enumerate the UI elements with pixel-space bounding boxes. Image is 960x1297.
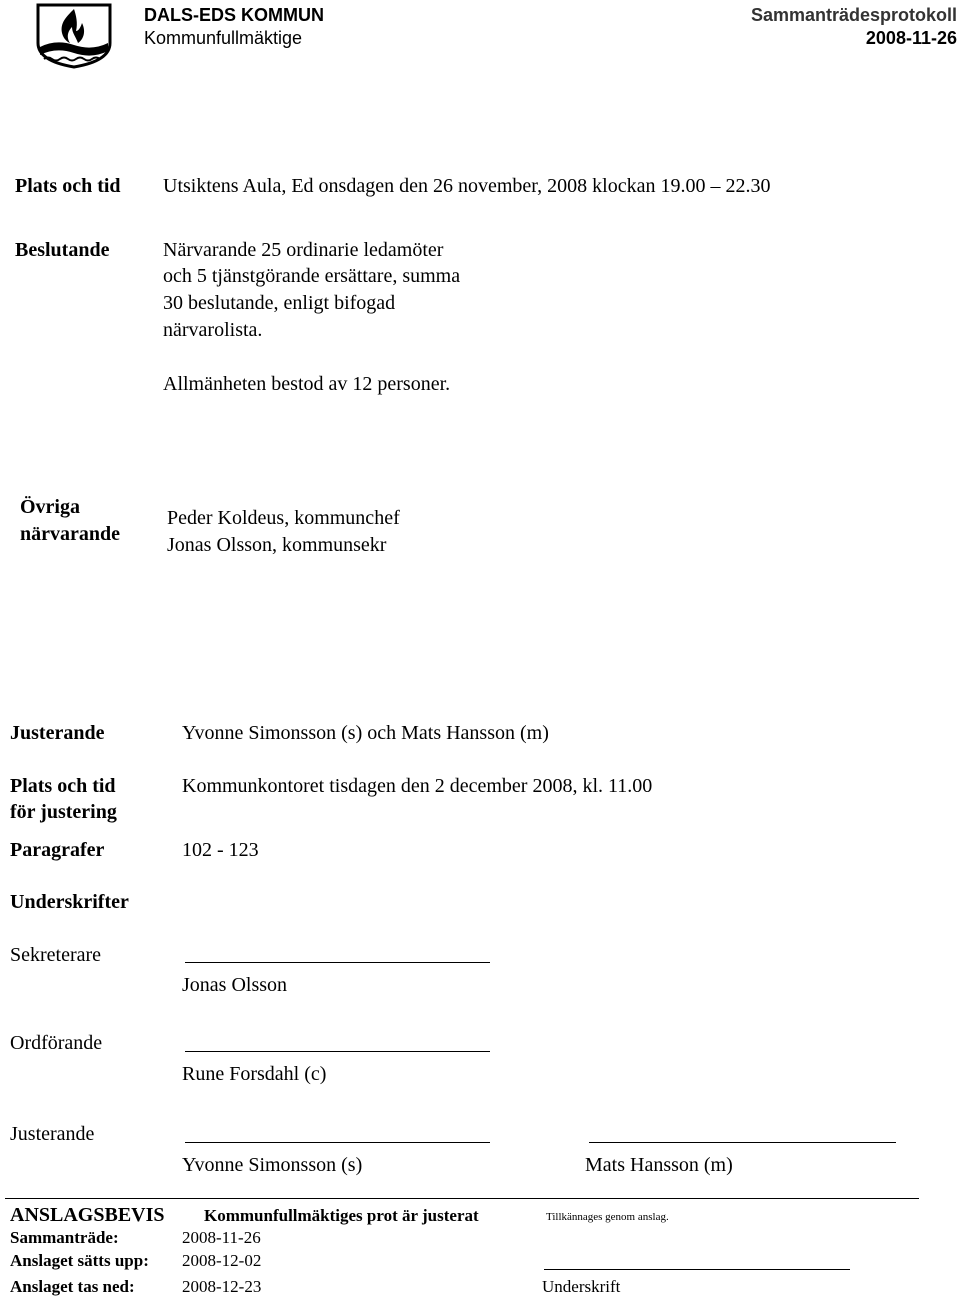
justering-plats-label: för justering xyxy=(10,801,117,823)
org-subtitle: Kommunfullmäktige xyxy=(144,28,303,48)
divider xyxy=(5,1198,919,1199)
ovriga-line: Peder Koldeus, kommunchef xyxy=(167,507,400,529)
justering-plats-value: Kommunkontoret tisdagen den 2 december 2008, kl. 11.00 xyxy=(182,775,653,797)
tas-ned-value: 2008-12-23 xyxy=(182,1277,262,1296)
ovriga-label: närvarande xyxy=(20,523,120,545)
beslutande-line: 30 beslutande, enligt bifogad xyxy=(163,292,396,314)
beslutande-line: närvarolista. xyxy=(163,319,263,341)
ovriga-line: Jonas Olsson, kommunsekr xyxy=(167,534,387,556)
municipal-coat-of-arms-icon xyxy=(36,3,112,69)
beslutande-line: Närvarande 25 ordinarie ledamöter xyxy=(163,239,444,261)
signature-line xyxy=(185,1142,490,1143)
allmanheten-text: Allmänheten bestod av 12 personer. xyxy=(163,373,451,395)
plats-label: Plats och tid xyxy=(15,175,121,197)
justerande-name: Mats Hansson (m) xyxy=(585,1154,733,1176)
signature-line xyxy=(544,1269,850,1270)
beslutande-line: och 5 tjänstgörande ersättare, summa xyxy=(163,265,461,287)
justerande-sign-label: Justerande xyxy=(10,1123,95,1145)
document-type: Sammanträdesprotokoll xyxy=(750,5,957,25)
justering-plats-label: Plats och tid xyxy=(10,775,116,797)
justerande-label: Justerande xyxy=(10,722,105,744)
satts-upp-value: 2008-12-02 xyxy=(182,1251,262,1270)
satts-upp-label: Anslaget sätts upp: xyxy=(10,1251,149,1270)
signature-line xyxy=(589,1142,896,1143)
plats-value: Utsiktens Aula, Ed onsdagen den 26 november, 2008 klockan 19.00 – 22.30 xyxy=(163,175,771,197)
underskrift-label: Underskrift xyxy=(542,1277,621,1296)
paragrafer-label: Paragrafer xyxy=(10,839,105,861)
beslutande-label: Beslutande xyxy=(15,239,110,261)
ordforande-name: Rune Forsdahl (c) xyxy=(182,1063,327,1085)
anslagsbevis-note: Tillkännages genom anslag. xyxy=(546,1211,669,1223)
sammantrade-label: Sammanträde: xyxy=(10,1228,119,1247)
anslagsbevis-title: ANSLAGSBEVIS xyxy=(10,1204,165,1226)
justerande-name: Yvonne Simonsson (s) xyxy=(182,1154,363,1176)
sekreterare-label: Sekreterare xyxy=(10,944,102,966)
signature-line xyxy=(185,962,490,963)
paragrafer-value: 102 - 123 xyxy=(182,839,259,861)
org-name: DALS-EDS KOMMUN xyxy=(144,5,324,25)
underskrifter-heading: Underskrifter xyxy=(10,891,129,913)
sekreterare-name: Jonas Olsson xyxy=(182,974,288,996)
ovriga-label: Övriga xyxy=(20,496,80,518)
tas-ned-label: Anslaget tas ned: xyxy=(10,1277,135,1296)
anslagsbevis-subtitle: Kommunfullmäktiges prot är justerat xyxy=(204,1206,479,1225)
justerande-value: Yvonne Simonsson (s) och Mats Hansson (m) xyxy=(182,722,549,744)
document-date: 2008-11-26 xyxy=(865,28,957,48)
ordforande-label: Ordförande xyxy=(10,1032,103,1054)
sammantrade-value: 2008-11-26 xyxy=(182,1228,261,1247)
signature-line xyxy=(185,1051,490,1052)
